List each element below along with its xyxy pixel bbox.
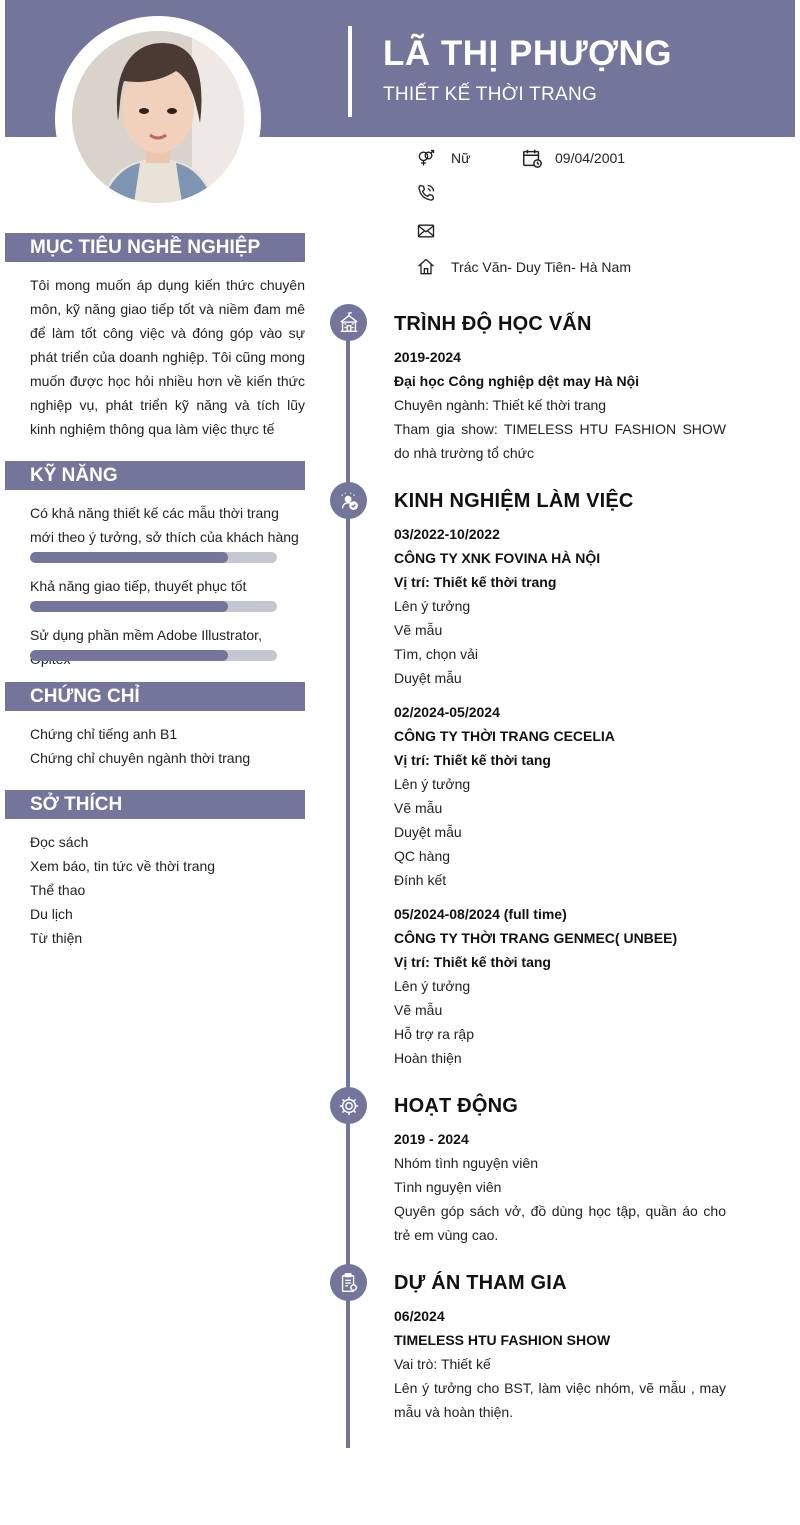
clipboard-gear-icon (330, 1264, 367, 1301)
project-period: 06/2024 (394, 1308, 445, 1324)
avatar (72, 31, 244, 203)
skill-item-3: Sử dụng phần mềm Adobe Illustrator, (30, 627, 262, 643)
mail-icon (415, 220, 437, 242)
activities-period: 2019 - 2024 (394, 1131, 469, 1147)
certificate-item: Chứng chỉ tiếng anh B1 (30, 726, 178, 742)
projects-block (394, 1304, 726, 1424)
job-task: QC hàng (394, 848, 451, 864)
hobbies-heading: SỞ THÍCH (5, 790, 305, 819)
activities-heading: HOẠT ĐỘNG (394, 1095, 519, 1117)
calendar-icon (521, 147, 543, 169)
skill-fill-2 (30, 601, 228, 612)
job-task: Vẽ mẫu (394, 1002, 443, 1018)
skill-bar-1 (30, 552, 277, 563)
education-block (394, 345, 726, 465)
skill-item-1: Có khả năng thiết kế các mẫu thời trang mới theo ý tưởng, sở thích của khách hàng (30, 505, 299, 545)
job-task: Hoàn thiện (394, 1050, 462, 1066)
job-company: CÔNG TY THỜI TRANG CECELIA (394, 728, 615, 744)
contact-gender (415, 147, 470, 169)
contact-email (415, 220, 451, 242)
job-task: Hỗ trợ ra rập (394, 1026, 474, 1042)
activity-item: Nhóm tình nguyện viên (394, 1155, 538, 1171)
skill-fill-3 (30, 650, 228, 661)
projects-heading: DỰ ÁN THAM GIA (394, 1272, 567, 1294)
project-description: Lên ý tưởng cho BST, làm việc nhóm, vẽ mẫu , may mẫu và hoàn thiện. (394, 1380, 726, 1420)
job-period: 03/2022-10/2022 (394, 526, 500, 542)
certificate-item: Chứng chỉ chuyên ngành thời trang (30, 750, 251, 766)
job-position: Vị trí: Thiết kế thời tang (394, 954, 551, 970)
job-task: Tìm, chọn vải (394, 646, 479, 662)
school-icon (330, 304, 367, 341)
team-icon (330, 482, 367, 519)
education-school: Đại học Công nghiệp dệt may Hà Nội (394, 373, 640, 389)
hobby-item: Xem báo, tin tức về thời trang (30, 858, 216, 874)
job-company: CÔNG TY THỜI TRANG GENMEC( UNBEE) (394, 930, 678, 946)
skills-heading: KỸ NĂNG (5, 461, 305, 490)
hobby-item: Du lịch (30, 906, 73, 922)
job-task: Lên ý tưởng (394, 598, 471, 614)
skill-bar-3 (30, 650, 277, 661)
project-name: TIMELESS HTU FASHION SHOW (394, 1332, 611, 1348)
job-1 (394, 522, 726, 690)
skill-fill-1 (30, 552, 228, 563)
job-2 (394, 700, 726, 892)
hobbies-list (30, 830, 215, 950)
job-title: THIẾT KẾ THỜI TRANG (383, 84, 598, 105)
candidate-name: LÃ THỊ PHƯỢNG (383, 34, 672, 73)
activities-block (394, 1127, 726, 1247)
job-task: Lên ý tưởng (394, 978, 471, 994)
skill-item-2: Khả năng giao tiếp, thuyết phục tốt (30, 578, 247, 594)
job-period: 05/2024-08/2024 (full time) (394, 906, 567, 922)
job-task: Lên ý tưởng (394, 776, 471, 792)
job-task: Duyệt mẫu (394, 824, 462, 840)
address-value: Trác Văn- Duy Tiên- Hà Nam (451, 259, 631, 275)
contact-address (415, 256, 631, 278)
header-divider (348, 26, 352, 117)
hobby-item: Từ thiện (30, 930, 83, 946)
gender-value: Nữ (451, 150, 471, 166)
certificates-list (30, 722, 250, 770)
job-position: Vị trí: Thiết kế thời tang (394, 752, 551, 768)
gender-icon (415, 147, 437, 169)
activity-item: Quyên góp sách vở, đồ dùng học tập, quần áo cho trẻ em vùng cao. (394, 1203, 726, 1243)
home-icon (415, 256, 437, 278)
hobby-item: Thể thao (30, 882, 86, 898)
job-task: Duyệt mẫu (394, 670, 462, 686)
activity-item: Tình nguyện viên (394, 1179, 502, 1195)
hobby-item: Đọc sách (30, 834, 89, 850)
contact-phone (415, 182, 451, 204)
phone-icon (415, 182, 437, 204)
experience-heading: KINH NGHIỆM LÀM VIỆC (394, 490, 634, 512)
job-task: Vẽ mẫu (394, 800, 443, 816)
dob-value: 09/04/2001 (555, 150, 626, 166)
contact-dob (521, 147, 625, 169)
project-role: Vai trò: Thiết kế (394, 1356, 491, 1372)
gear-icon (330, 1087, 367, 1124)
job-company: CÔNG TY XNK FOVINA HÀ NỘI (394, 550, 601, 566)
job-task: Vẽ mẫu (394, 622, 443, 638)
skill-bar-2 (30, 601, 277, 612)
objective-heading: MỤC TIÊU NGHỀ NGHIỆP (5, 233, 305, 262)
education-heading: TRÌNH ĐỘ HỌC VẤN (394, 313, 592, 335)
objective-text: Tôi mong muốn áp dụng kiến thức chuyên môn, kỹ năng giao tiếp tốt và niềm đam mê để làm tốt công việc và đóng góp vào sự phát triển của doanh nghiệp. Tôi cũng mong muốn được học hỏi nhiều hơn về kiến thức nghiệp vụ, phát triển kỹ năng và tích lũy kinh nghiệm thông qua làm việc thực tế (30, 277, 305, 437)
job-period: 02/2024-05/2024 (394, 704, 500, 720)
certificates-heading: CHỨNG CHỈ (5, 682, 305, 711)
job-position: Vị trí: Thiết kế thời trang (394, 574, 557, 590)
education-note: Tham gia show: TIMELESS HTU FASHION SHOW do nhà trường tổ chức (394, 421, 726, 461)
education-period: 2019-2024 (394, 349, 461, 365)
education-major: Chuyên ngành: Thiết kế thời trang (394, 397, 607, 413)
job-3 (394, 902, 726, 1070)
job-task: Đính kết (394, 872, 447, 888)
